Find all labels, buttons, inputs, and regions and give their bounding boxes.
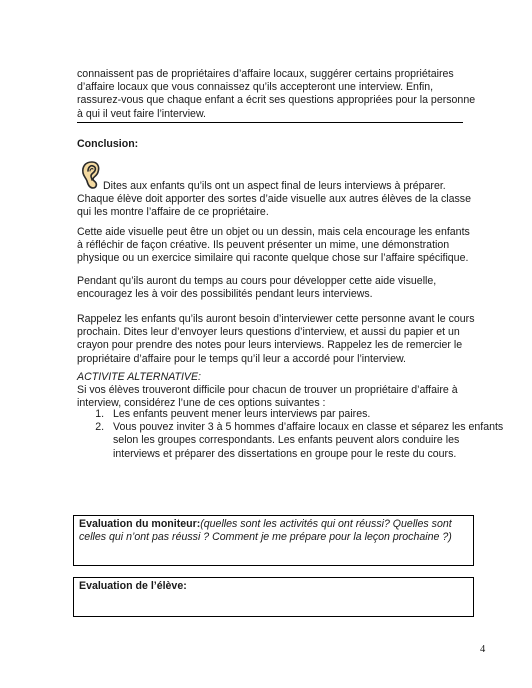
list-item: 1. Les enfants peuvent mener leurs interviews par paires. bbox=[107, 408, 507, 421]
conclusion-paragraph-4: Rappelez les enfants qu’ils auront besoin d’interviewer cette personne avant le cours prochain. Dites leur d’envoyer leurs questions d’interview, et aussi du papier et un crayon pour prendre des notes pour leurs interviews. Rappelez les de remercier le propriétaire d’affaire pour le temps qu’il leur a accordé pour l’interview. bbox=[77, 313, 475, 365]
alternative-activity-title: ACTIVITE ALTERNATIVE: bbox=[77, 371, 202, 383]
intro-paragraph: connaissent pas de propriétaires d’affaire locaux, suggérer certains propriétaires d’affaire locaux que vous connaissez qu’ils accepteront une interview. Enfin, rassurez-vous que chaque enfant a écrit ses questions appropriées pour la personne à qui il veut faire l’interview. bbox=[77, 68, 476, 120]
conclusion-heading: Conclusion: bbox=[77, 138, 139, 150]
conclusion-paragraph-1 bbox=[77, 180, 477, 220]
alternative-options-list bbox=[77, 408, 507, 461]
alternative-activity-intro: Si vos élèves trouveront difficile pour chacun de trouver un propriétaire d’affaire à interview, considérez l’une de ces options suivantes : bbox=[77, 384, 458, 410]
section-divider bbox=[77, 122, 463, 123]
page-number: 4 bbox=[480, 644, 486, 655]
list-item: 2. Vous pouvez inviter 3 à 5 hommes d’affaire locaux en classe et séparez les enfants selon les groupes correspondants. Les enfants peuvent alors conduire les interviews et préparer des dissertations en groupe pour le reste du cours. bbox=[107, 421, 507, 461]
evaluation-moniteur-box[interactable] bbox=[73, 515, 474, 566]
conclusion-paragraph-3: Pendant qu’ils auront du temps au cours pour développer cette aide visuelle, encouragez les à voir des possibilités pendant leurs interviews. bbox=[77, 275, 437, 301]
evaluation-eleve-box[interactable] bbox=[73, 577, 474, 617]
evaluation-moniteur-question: (quelles sont les activités qui ont réussi? Quelles sont celles qui n’ont pas réussi ? Comment je me prépare pour la leçon prochaine ?) bbox=[79, 518, 452, 544]
evaluation-moniteur-label: Evaluation du moniteur: bbox=[79, 518, 201, 530]
evaluation-eleve-label: Evaluation de l’élève: bbox=[79, 580, 187, 592]
conclusion-p1-text: Dites aux enfants qu’ils ont un aspect final de leurs interviews à préparer. Chaque élève doit apporter des sortes d’aide visuelle aux autres élèves de la classe qui les montre l’affaire de ce propriétaire. bbox=[77, 180, 471, 219]
conclusion-paragraph-2: Cette aide visuelle peut être un objet ou un dessin, mais cela encourage les enfants à réfléchir de façon créative. Ils peuvent présenter un mime, une démonstration physique ou un exercice similaire qui raconte quelque chose sur l’affaire spécifique. bbox=[77, 226, 470, 265]
